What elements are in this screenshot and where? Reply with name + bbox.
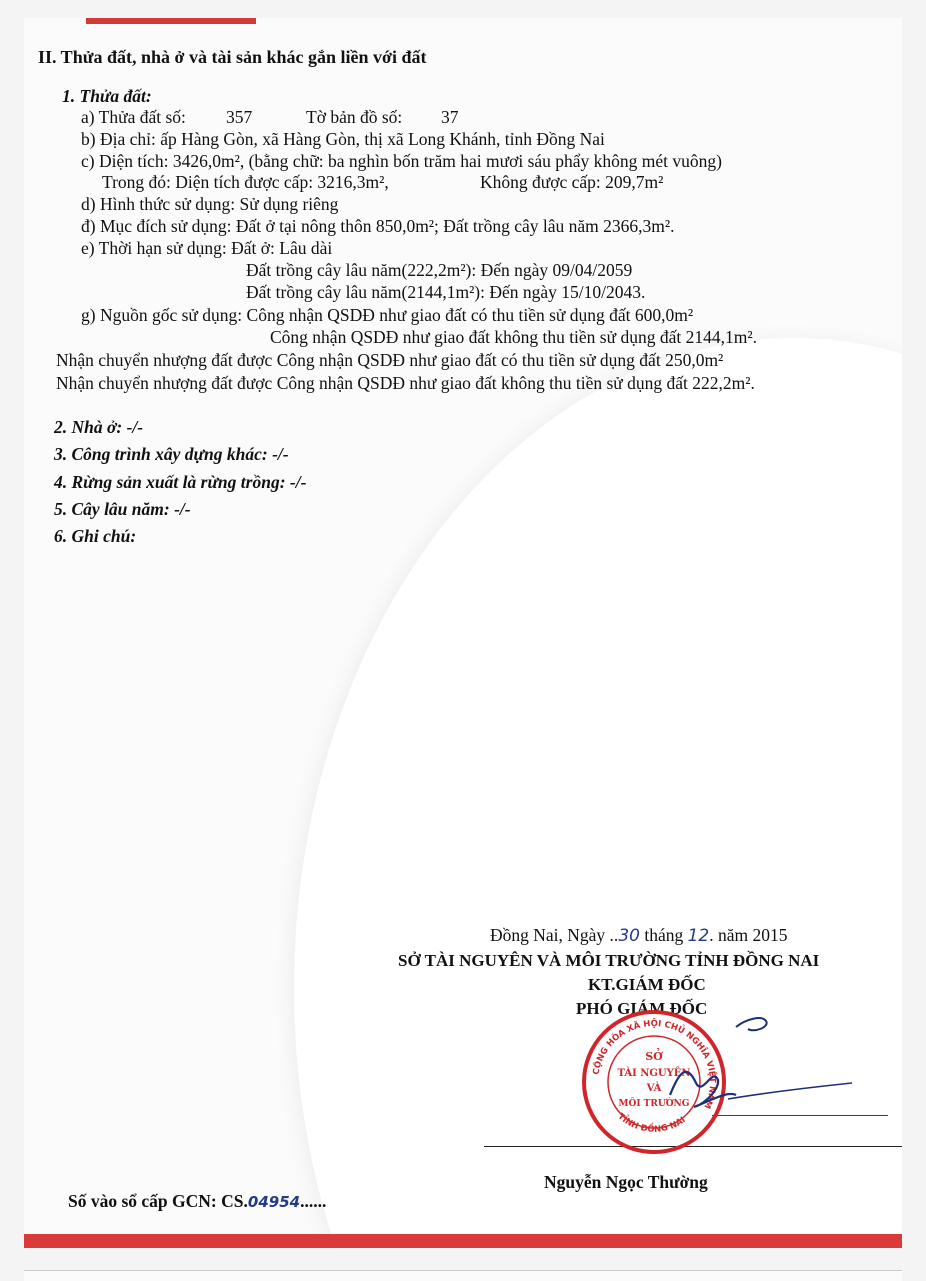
seal-center-2: TÀI NGUYÊN	[617, 1068, 691, 1079]
section-title: II. Thửa đất, nhà ở và tài sản khác gắn liền với đất	[38, 47, 427, 67]
origin-line: g) Nguồn gốc sử dụng: Công nhận QSDĐ như giao đất có thu tiền sử dụng đất 600,0m²	[81, 305, 694, 325]
usage-term-line-3: Đất trồng cây lâu năm(2144,1m²): Đến ngày 15/10/2043.	[246, 282, 646, 302]
map-sheet-value: 37	[441, 107, 459, 127]
usage-purpose-line: đ) Mục đích sử dụng: Đất ở tại nông thôn 850,0m²; Đất trồng cây lâu năm 2366,3m².	[81, 216, 675, 236]
seal-center-4: MÔI TRƯỜNG	[618, 1099, 690, 1109]
next-page-edge	[24, 1270, 902, 1281]
notes-item: 6. Ghi chú:	[54, 526, 137, 546]
certificate-page	[24, 18, 902, 1248]
area-line: c) Diện tích: 3426,0m², (bằng chữ: ba nghìn bốn trăm hai mươi sáu phẩy không mét vuông)	[81, 151, 722, 171]
house-item: 2. Nhà ở: -/-	[54, 417, 144, 437]
origin-line-3: Nhận chuyển nhượng đất được Công nhận QSDĐ như giao đất có thu tiền sử dụng đất 250,0m²	[56, 350, 724, 370]
seal-center-1: SỞ	[645, 1050, 663, 1063]
seal-center-3: VÀ	[646, 1083, 662, 1094]
usage-form-line: d) Hình thức sử dụng: Sử dụng riêng	[81, 194, 339, 214]
usage-term-line: e) Thời hạn sử dụng: Đất ở: Lâu dài	[81, 238, 333, 258]
signer-position: PHÓ GIÁM ĐỐC	[576, 999, 708, 1018]
origin-line-4: Nhận chuyển nhượng đất được Công nhận QSDĐ như giao đất không thu tiền sử dụng đất 222,2m².	[56, 373, 755, 393]
registry-label: Số vào sổ cấp GCN: CS.	[68, 1191, 248, 1211]
address-line: b) Địa chỉ: ấp Hàng Gòn, xã Hàng Gòn, thị xã Long Khánh, tỉnh Đồng Nai	[81, 129, 605, 149]
year-label: . năm 2015	[709, 925, 788, 945]
registry-dots: ......	[300, 1191, 327, 1211]
parcel-number-value: 357	[226, 107, 253, 127]
on-behalf-title: KT.GIÁM ĐỐC	[588, 975, 706, 994]
date-day: 30	[618, 926, 640, 946]
other-construction-item: 3. Công trình xây dựng khác: -/-	[54, 444, 289, 464]
month-label: tháng	[644, 925, 684, 945]
parcel-number-label: a) Thửa đất số:	[81, 107, 186, 127]
parcel-heading: 1. Thửa đất:	[62, 86, 152, 106]
seal-bottom-text: TỈNH ĐỒNG NAI	[615, 1111, 688, 1135]
area-not-granted: Không được cấp: 209,7m²	[480, 172, 664, 192]
map-sheet-label: Tờ bản đồ số:	[306, 107, 403, 127]
signer-name: Nguyễn Ngọc Thường	[544, 1172, 708, 1192]
perennial-item: 5. Cây lâu năm: -/-	[54, 499, 191, 519]
usage-term-line-2: Đất trồng cây lâu năm(222,2m²): Đến ngày 09/04/2059	[246, 260, 633, 280]
signature-scribble	[624, 1003, 854, 1133]
origin-line-2: Công nhận QSDĐ như giao đất không thu tiền sử dụng đất 2144,1m².	[270, 327, 757, 347]
date-line	[490, 924, 788, 947]
forest-item: 4. Rừng sản xuất là rừng trồng: -/-	[54, 472, 307, 492]
date-place: Đồng Nai, Ngày ..	[490, 925, 619, 945]
seal-ring-text: CỘNG HÒA XÃ HỘI CHỦ NGHĨA VIỆT NAM	[591, 1018, 718, 1110]
registry-number: 04954	[247, 1193, 301, 1211]
area-granted: Trong đó: Diện tích được cấp: 3216,3m²,	[102, 172, 389, 192]
issuing-agency: SỞ TÀI NGUYÊN VÀ MÔI TRƯỜNG TỈNH ĐỒNG NAI	[398, 951, 820, 970]
top-red-edge	[86, 18, 256, 24]
registry-number-line	[68, 1190, 326, 1213]
bottom-red-edge	[24, 1234, 902, 1248]
date-month: 12	[687, 926, 710, 946]
